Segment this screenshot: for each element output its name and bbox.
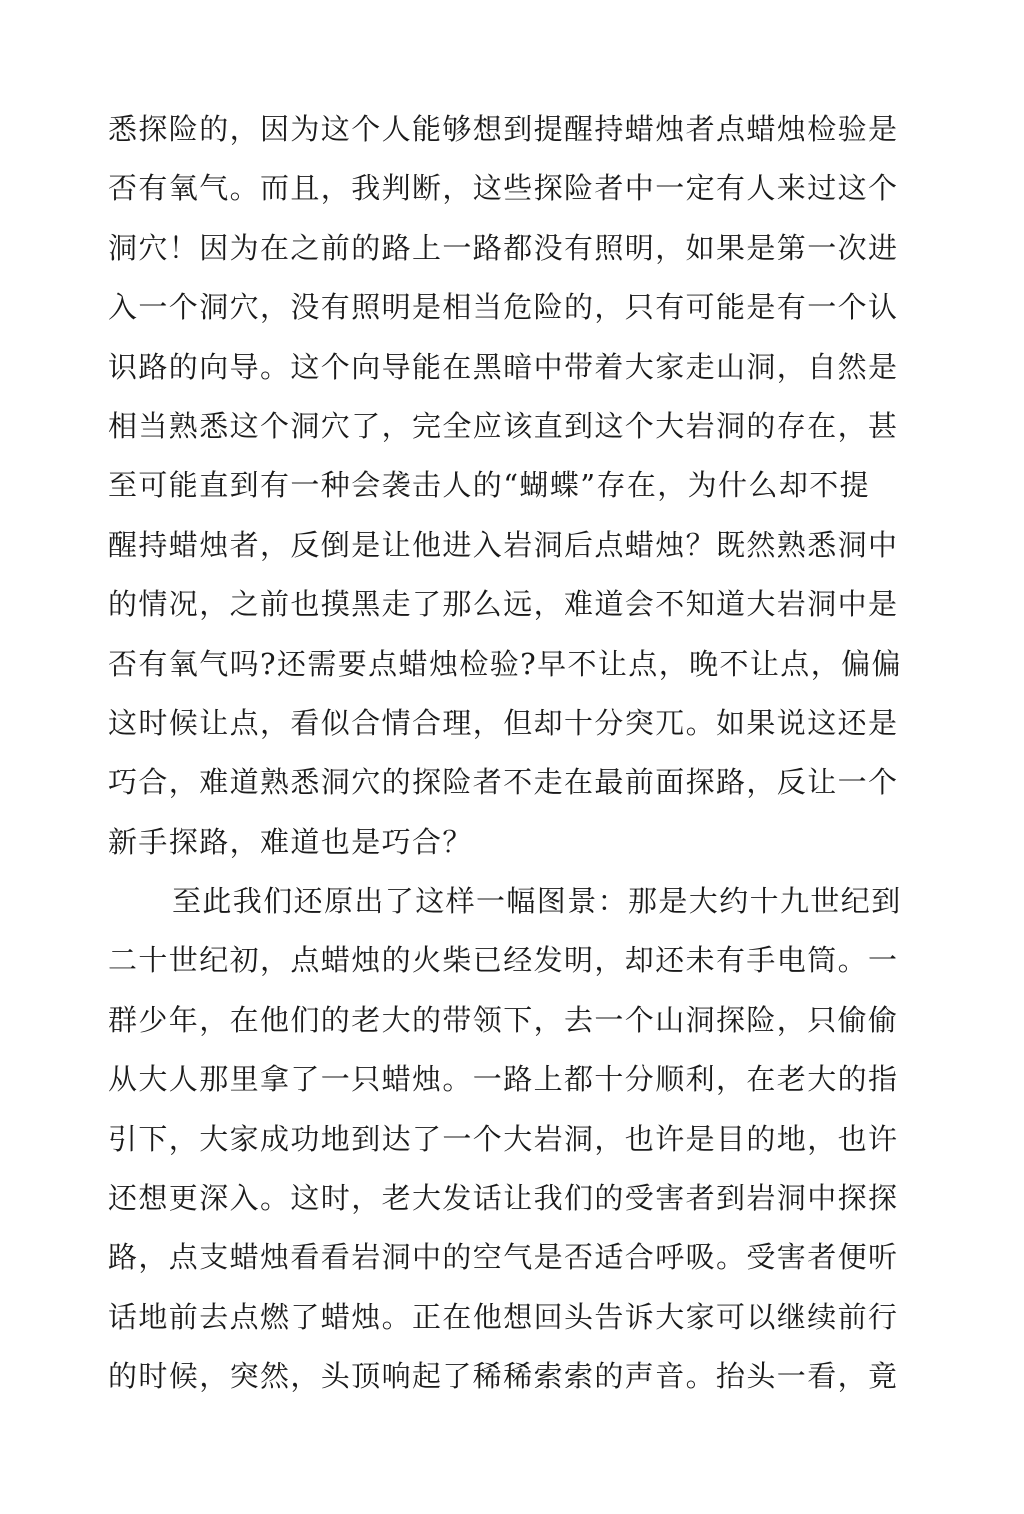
text-line: 二十世纪初，点蜡烛的火柴已经发明，却还未有手电筒。一 <box>108 943 899 978</box>
paragraph-start-line: 至此我们还原出了这样一幅图景：那是大约十九世纪到 <box>172 884 902 919</box>
text-line: 识路的向导。这个向导能在黑暗中带着大家走山洞，自然是 <box>108 349 899 384</box>
text-line: 洞穴！因为在之前的路上一路都没有照明，如果是第一次进 <box>108 230 899 265</box>
text-line: 入一个洞穴，没有照明是相当危险的，只有可能是有一个认 <box>108 290 899 325</box>
text-line: 相当熟悉这个洞穴了，完全应该直到这个大岩洞的存在，甚 <box>108 408 899 443</box>
text-line: 至可能直到有一种会袭击人的“蝴蝶”存在，为什么却不提 <box>108 468 871 503</box>
text-line: 话地前去点燃了蜡烛。正在他想回头告诉大家可以继续前行 <box>108 1299 899 1334</box>
text-line: 否有氧气吗?还需要点蜡烛检验?早不让点，晚不让点，偏偏 <box>108 646 902 681</box>
text-line: 群少年，在他们的老大的带领下，去一个山洞探险，只偷偷 <box>108 1002 899 1037</box>
text-line: 巧合，难道熟悉洞穴的探险者不走在最前面探路，反让一个 <box>108 765 899 800</box>
text-line: 悉探险的，因为这个人能够想到提醒持蜡烛者点蜡烛检验是 <box>108 112 899 146</box>
text-line: 醒持蜡烛者，反倒是让他进入岩洞后点蜡烛？既然熟悉洞中 <box>108 527 899 562</box>
text-line: 的时候，突然，头顶响起了稀稀索索的声音。抬头一看，竟 <box>108 1359 899 1394</box>
text-line: 路，点支蜡烛看看岩洞中的空气是否适合呼吸。受害者便听 <box>108 1240 899 1275</box>
body-text <box>108 100 902 1407</box>
text-line: 新手探路，难道也是巧合？ <box>108 824 473 859</box>
text-line: 从大人那里拿了一只蜡烛。一路上都十分顺利，在老大的指 <box>108 1062 899 1097</box>
text-line: 否有氧气。而且，我判断，这些探险者中一定有人来过这个 <box>108 171 899 206</box>
text-line: 还想更深入。这时，老大发话让我们的受害者到岩洞中探探 <box>108 1181 899 1216</box>
text-line: 的情况，之前也摸黑走了那么远，难道会不知道大岩洞中是 <box>108 587 899 622</box>
text-line: 这时候让点，看似合情合理，但却十分突兀。如果说这还是 <box>108 705 899 740</box>
text-line: 引下，大家成功地到达了一个大岩洞，也许是目的地，也许 <box>108 1121 899 1156</box>
